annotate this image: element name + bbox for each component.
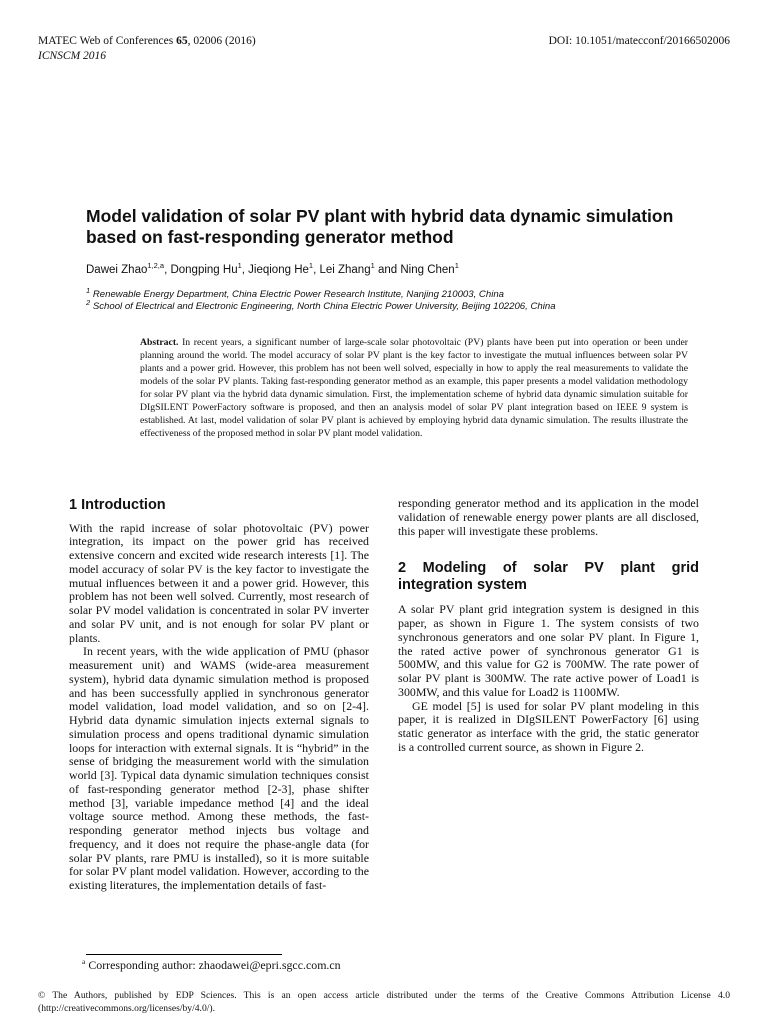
footnote-text: Corresponding author: zhaodawei@epri.sgcc.com.cn (85, 958, 341, 972)
section-heading-introduction: 1 Introduction (69, 497, 166, 513)
abstract (140, 336, 688, 440)
paragraph: With the rapid increase of solar photovoltaic (PV) power integration, its impact on the power grid has received extensive concern and excited wide research interests [1]. The model accuracy of solar PV is the key factor to investigate the mutual influences between it and a power grid. However, this problem has not been well solved. Currently, most research of solar PV model validation is concentrated in solar PV inverter and solar PV unit, and is not enough for solar PV plant or plants. (69, 520, 369, 645)
author-name: Lei Zhang (319, 264, 371, 276)
author-name: Dongping Hu (170, 264, 238, 276)
journal-citation (38, 34, 256, 48)
affiliation (86, 297, 556, 313)
conference-name: ICNSCM 2016 (38, 50, 107, 62)
affiliation (86, 285, 504, 301)
section-heading-modeling: 2 Modeling of solar PV plant grid integration system (398, 560, 699, 593)
author-sup: 1 (237, 261, 242, 271)
author-name: Jieqiong He (248, 264, 309, 276)
paragraph: A solar PV plant grid integration system is designed in this paper, as shown in Figure 1. The system consists of two synchronous generators and one solar PV plant. In Figure 1, the rated active power of synchronous generator G1 is 500MW, and this value for G2 is 700MW. The rate power of solar PV plant is 300MW. The rate active power of Load1 is 300MW, and this value for Load2 is 1100MW. (398, 602, 699, 699)
paper-title: Model validation of solar PV plant with hybrid data dynamic simulation based on fast-responding generator method (86, 206, 674, 247)
journal-prefix: MATEC Web of Conferences (38, 35, 174, 47)
right-column (398, 497, 699, 755)
left-column (69, 497, 369, 893)
affiliation-number: 1 (86, 285, 91, 295)
affiliation-text: School of Electrical and Electronic Engineering, North China Electric Power University, Beijing 102206, China (92, 301, 556, 312)
article-info: , 02006 (2016) (187, 35, 256, 47)
paragraph: responding generator method and its application in the model validation of renewable energy power plants are all disclosed, this paper will investigate these problems. (398, 496, 699, 538)
affiliation-number: 2 (86, 297, 91, 307)
abstract-text: In recent years, a significant number of large-scale solar photovoltaic (PV) plants have been put into operation or been under planning around the world. The model accuracy of solar PV plant is the key factor to investigate the mutual influences between solar PV plants and a power grid. However, this problem has not been well solved, especially in how to apply the real measurements to validate the models of the solar PV plants. Taking fast-responding generator method as an example, this paper presents a model validation methodology for solar PV plant via the hybrid data dynamic simulation. First, the implementation scheme of hybrid data dynamic simulation suitable for DIgSILENT PowerFactory software is proposed, and then an analysis model of solar PV plant integration based on IEEE 9 system is established. At last, model validation of solar PV plant is achieved by employing hybrid data dynamic simulation. The results illustrate the effectiveness of the proposed method in solar PV plant model validation. (140, 337, 688, 440)
journal-volume: 65 (176, 35, 188, 47)
footnote (82, 958, 341, 973)
author-sup: 1,2,a (147, 261, 165, 271)
author-name: Dawei Zhao (86, 264, 148, 276)
abstract-label: Abstract. (140, 337, 179, 348)
footnote-mark: a (82, 957, 86, 967)
paragraph: In recent years, with the wide application of PMU (phasor measurement unit) and WAMS (wide-area measurement system), hybrid data dynamic simulation method is proposed and has been successfully applied in synchronous generator model validation, load model validation, and so on [2-4]. Hybrid data dynamic simulation injects external signals to simulation process and opens traditional dynamic simulation loops for interaction with external signals. It is “hybrid” in the sense of bridging the measurement world with the simulation world [3]. Typical data dynamic simulation techniques consist of fast-responding generator method [2-3], phase shifter method [3], variable impedance method [4] and the ideal voltage source method. Among these methods, the fast-responding generator method injects bus voltage and frequency, and it does not require the phase-angle data (for solar PV plants, rare PMU is installed), so it is more suitable for solar PV plant model validation. However, according to the existing literatures, the implementation details of fast- (69, 644, 369, 892)
author-list: Dawei Zhao$^{1,2,a}$, Dongping Hu$^1$, Jieqiong He$^1$, Lei Zhang$^1$ and Ning Chen$^1$ (86, 261, 459, 276)
license-notice: © The Authors, published by EDP Sciences. This is an open access article distributed under the terms of the Creative Commons Attribution License 4.0 (http://creativecommons.org/licenses/by/4.0/). (38, 990, 730, 1014)
affiliation-text: Renewable Energy Department, China Electric Power Research Institute, Nanjing 210003, China (92, 289, 504, 300)
doi: DOI: 10.1051/matecconf/20166502006 (548, 35, 730, 47)
author-name: Ning Chen (400, 264, 455, 276)
author-sup: 1 (308, 261, 314, 271)
author-sup: 1 (454, 261, 459, 271)
footnote-rule (86, 954, 282, 955)
author-sup: 1 (370, 261, 375, 271)
paragraph: GE model [5] is used for solar PV plant modeling in this paper, it is realized in DIgSILENT PowerFactory [6] using static generator as interface with the grid, the static generator is a controlled current source, as shown in Figure 2. (398, 698, 699, 754)
